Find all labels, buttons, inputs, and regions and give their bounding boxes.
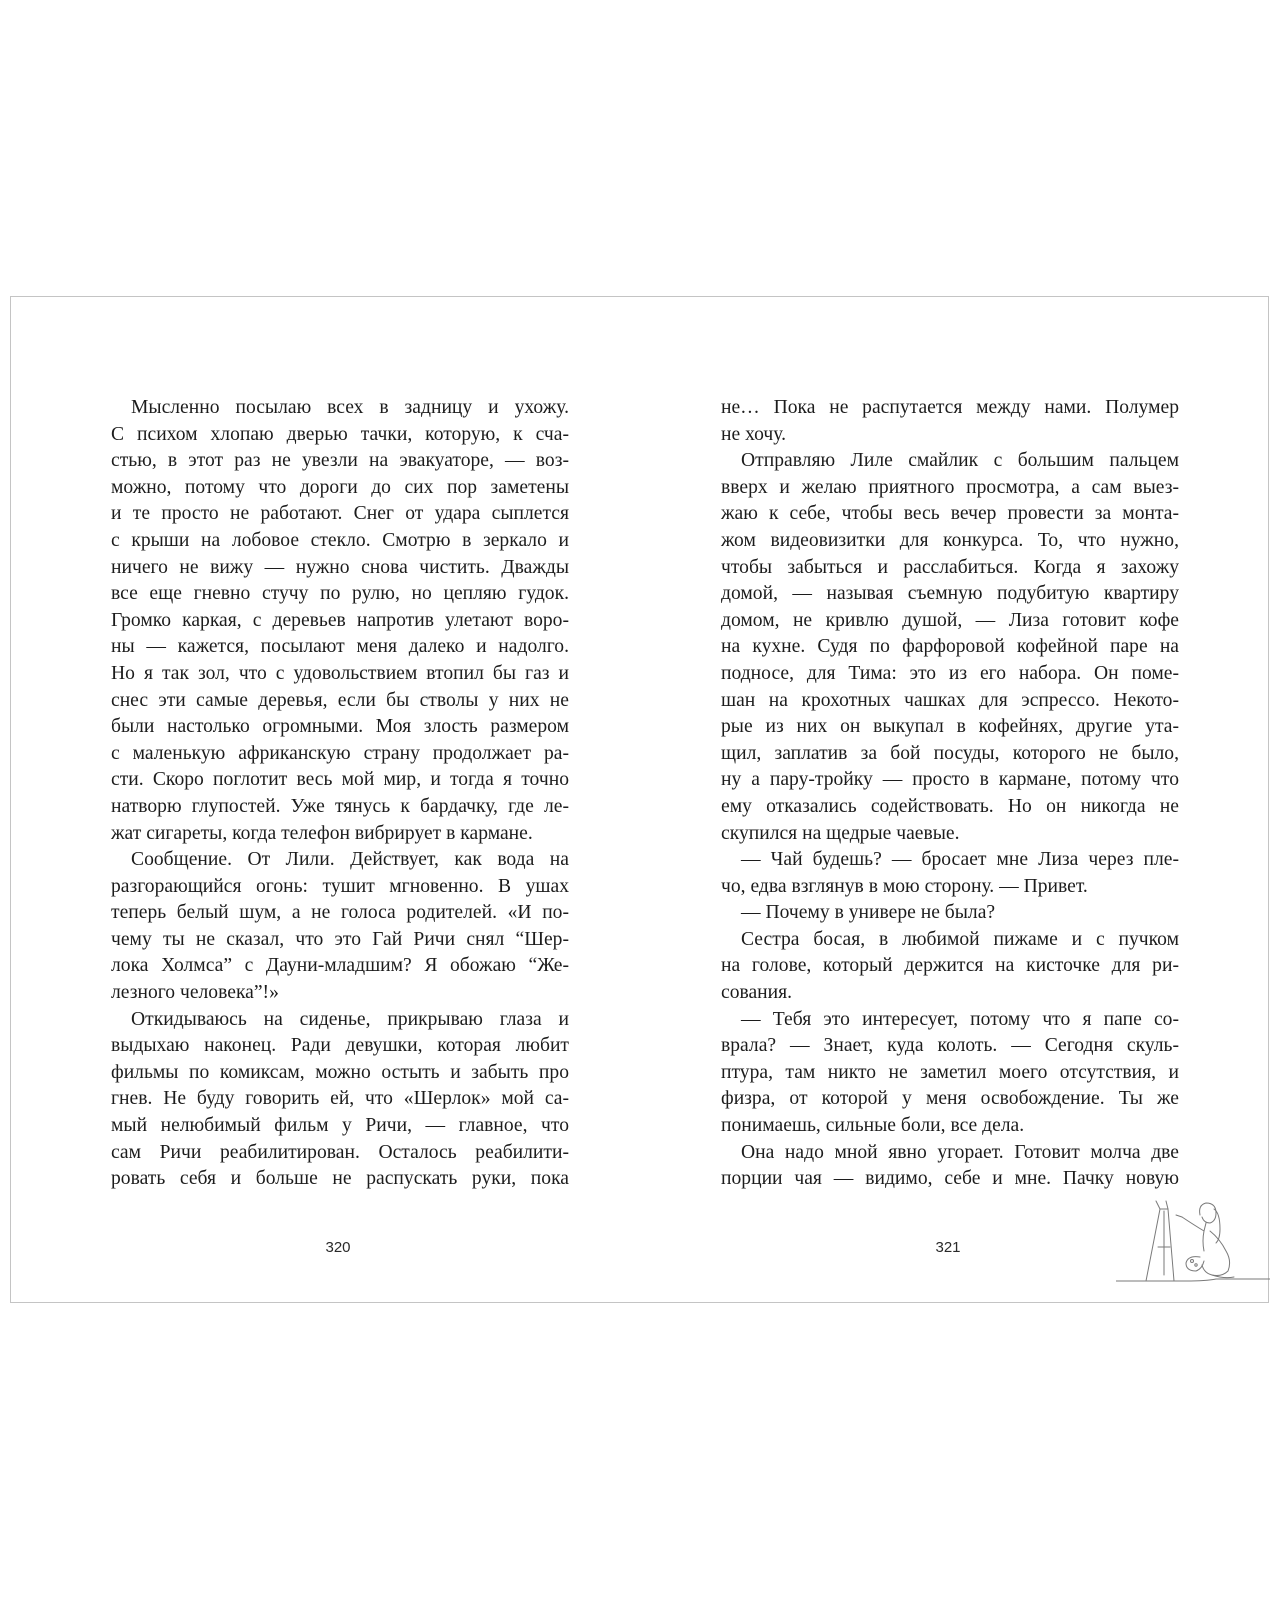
text-line: чо, едва взглянув в мою сторону. — Привет. — [721, 875, 1088, 897]
text-line: Но я так зол, что с удовольствием втопил бы газ и — [111, 662, 569, 684]
text-line: — Чай будешь? — бросает мне Лиза через пле- — [741, 849, 1179, 871]
text-line: рые из них он выкупал в кофейнях, другие ута- — [721, 716, 1179, 738]
text-line: Мысленно посылаю всех в задницу и ухожу. — [131, 397, 569, 418]
text-line: ны — кажется, посылают меня далеко и надолго. — [111, 636, 569, 658]
text-line: теперь белый шум, а не голоса родителей. «И по- — [111, 902, 569, 924]
text-line: натворю глупостей. Уже тянусь к бардачку, где ле- — [111, 795, 569, 817]
text-line: Откидываюсь на сиденье, прикрываю глаза и — [131, 1008, 569, 1030]
text-line: ему отказались содействовать. Но он никогда не — [721, 795, 1179, 817]
page-number-left: 320 — [325, 1239, 351, 1256]
text-line: Отправляю Лиле смайлик с большим пальцем — [741, 450, 1179, 472]
text-line: можно, потому что дороги до сих пор заметены — [111, 476, 569, 498]
text-line: подносе, для Тима: это из его набора. Он поме- — [721, 662, 1179, 684]
text-line: жат сигареты, когда телефон вибрирует в кармане. — [111, 822, 533, 844]
text-line: мый нелюбимый фильм у Ричи, — главное, что — [111, 1115, 569, 1137]
text-line: ничего не вижу — нужно снова чистить. Дважды — [111, 556, 569, 578]
text-line: С психом хлопаю дверью тачки, которую, к сча- — [111, 423, 569, 445]
text-line: домой, — называя съемную подубитую квартиру — [721, 583, 1179, 605]
right-page-text — [721, 395, 1179, 1193]
text-line: домом, не кривлю душой, — Лиза готовит кофе — [721, 609, 1179, 631]
text-line: понимаешь, сильные боли, все дела. — [721, 1115, 1025, 1137]
text-line: снес эти самые деревья, если бы стволы у них не — [111, 689, 569, 711]
left-page-text — [111, 395, 569, 1193]
text-line: с крыши на лобовое стекло. Смотрю в зеркало и — [111, 529, 569, 551]
text-line: с маленькую африканскую страну продолжает ра- — [111, 742, 569, 764]
text-line: Сестра босая, в любимой пижаме и с пучком — [741, 928, 1179, 950]
text-line: были настолько огромными. Моя злость размером — [111, 716, 569, 738]
text-line: врала? — Знает, куда колоть. — Сегодня скуль- — [721, 1035, 1179, 1057]
girl-painting-illustration — [1116, 1195, 1270, 1287]
text-line: разгорающийся огонь: тушит мгновенно. В ушах — [111, 875, 569, 897]
text-line: чтобы забыться и расслабиться. Когда я захожу — [721, 556, 1179, 578]
text-line: ну а пару-тройку — просто в кармане, потому что — [721, 769, 1179, 791]
text-line: фильмы по комиксам, можно остыть и забыть про — [111, 1061, 569, 1083]
text-line: не хочу. — [721, 423, 787, 445]
text-line: порции чая — видимо, себе и мне. Пачку новую — [721, 1168, 1179, 1190]
text-line: стью, в этот раз не увезли на эвакуаторе, — воз- — [111, 450, 569, 472]
text-line: Громко каркая, с деревьев напротив улетают воро- — [111, 609, 569, 631]
text-line: гнев. Не буду говорить ей, что «Шерлок» мой са- — [111, 1088, 569, 1110]
text-line: ровать себя и больше не распускать руки, пока — [111, 1168, 569, 1190]
text-line: чему ты не сказал, что это Гай Ричи снял “Шер- — [111, 928, 569, 950]
text-line: все еще гневно стучу по рулю, но цепляю гудок. — [111, 583, 569, 605]
text-line: сования. — [721, 982, 793, 1004]
text-line: физра, от которой у меня освобождение. Ты же — [721, 1088, 1179, 1110]
text-line: на голове, который держится на кисточке для ри- — [721, 955, 1179, 977]
text-line: на кухне. Судя по фарфоровой кофейной паре на — [721, 636, 1179, 658]
text-line: щил, заплатив за бой посуды, которого не было, — [721, 742, 1179, 764]
text-line: сти. Скоро поглотит весь мой мир, и тогда я точно — [111, 769, 569, 791]
text-line: жом видеовизитки для конкурса. То, что нужно, — [721, 529, 1179, 551]
page-number-right: 321 — [935, 1239, 961, 1256]
text-line: Сообщение. От Лили. Действует, как вода на — [131, 849, 569, 871]
text-line: — Почему в универе не была? — [741, 902, 996, 924]
text-line: Она надо мной явно угорает. Готовит молча две — [741, 1141, 1179, 1163]
book-spread — [10, 296, 1269, 1303]
text-line: лезного человека”!» — [111, 982, 279, 1004]
text-line: выдыхаю наконец. Ради девушки, которая любит — [111, 1035, 569, 1057]
text-line: лока Холмса” с Дауни-младшим? Я обожаю “Же- — [111, 955, 569, 977]
text-line: вверх и желаю приятного просмотра, а сам выез- — [721, 476, 1179, 498]
text-line: шан на крохотных чашках для эспрессо. Некото- — [721, 689, 1179, 711]
text-line: не… Пока не распутается между нами. Полумер — [721, 397, 1179, 418]
text-line: и те просто не работают. Снег от удара сыплется — [111, 503, 569, 525]
text-line: жаю к себе, чтобы весь вечер провести за монта- — [721, 503, 1179, 525]
text-line: — Тебя это интересует, потому что я папе со- — [741, 1008, 1179, 1030]
text-line: птура, там никто не заметил моего отсутствия, и — [721, 1061, 1179, 1083]
text-line: скупился на щедрые чаевые. — [721, 822, 960, 844]
text-line: сам Ричи реабилитирован. Осталось реабилити- — [111, 1141, 569, 1163]
